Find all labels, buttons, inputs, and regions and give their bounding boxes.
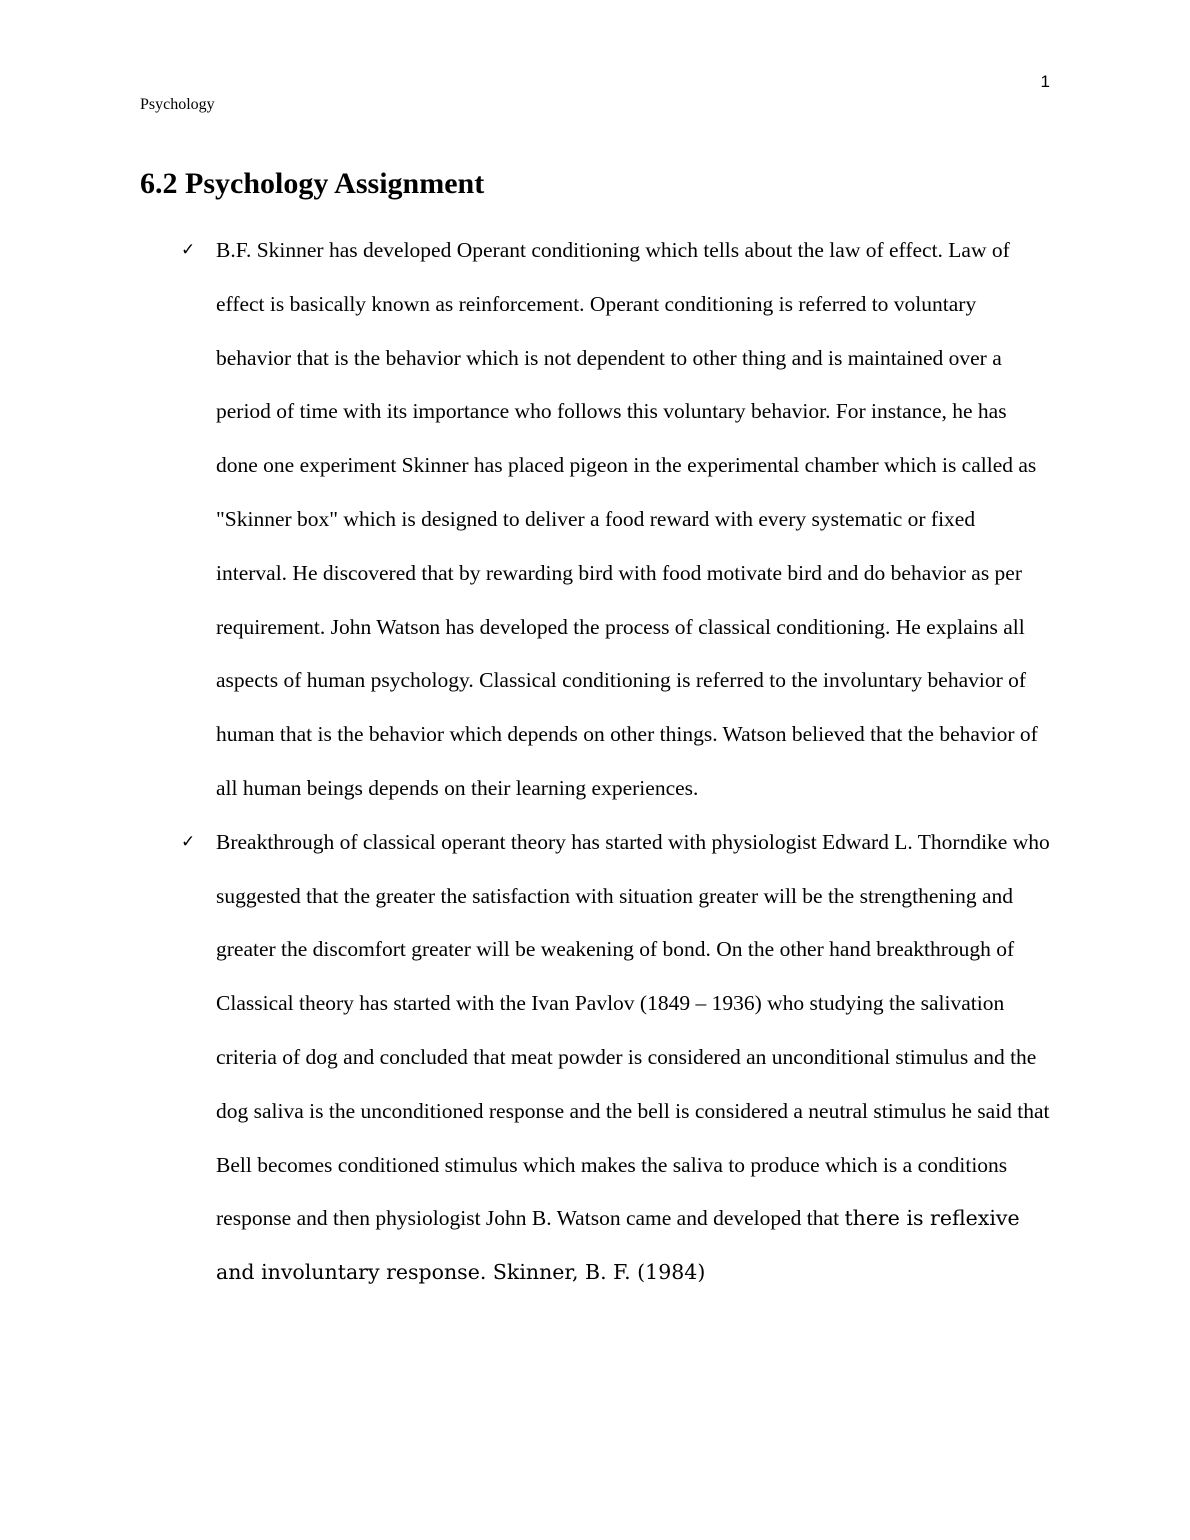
checkmark-icon: ✓ bbox=[181, 240, 196, 260]
list-item bbox=[140, 224, 1050, 816]
paragraph-text-tail: there is reflexive and involuntary response. Skinner, B. F. (1984) bbox=[216, 1206, 1020, 1285]
page-title: 6.2 Psychology Assignment bbox=[140, 167, 485, 200]
page-number: 1 bbox=[1040, 72, 1050, 91]
paragraph-text: Breakthrough of classical operant theory has started with physiologist Edward L. Thorndike who suggested that the greater the satisfaction with situation greater will be the strengthening and greater the discomfort greater will be weakening of bond. On the other hand breakthrough of Classical theory has started with the Ivan Pavlov (1849 – 1936) who studying the salivation criteria of dog and concluded that meat powder is considered an unconditional stimulus and the dog saliva is the unconditioned response and the bell is considered a neutral stimulus he said that Bell becomes conditioned stimulus which makes the saliva to produce which is a conditions response and then physiologist John B. Watson came and developed that bbox=[216, 829, 1050, 1231]
list-item bbox=[140, 816, 1050, 1300]
paragraph-text: B.F. Skinner has developed Operant conditioning which tells about the law of effect. Law of effect is basically known as reinforcement. Operant conditioning is referred to voluntary behavior that is the behavior which is not dependent to other thing and is maintained over a period of time with its importance who follows this voluntary behavior. For instance, he has done one experiment Skinner has placed pigeon in the experimental chamber which is called as "Skinner box" which is designed to deliver a food reward with every systematic or fixed interval. He discovered that by rewarding bird with food motivate bird and do behavior as per requirement. John Watson has developed the process of classical conditioning. He explains all aspects of human psychology. Classical conditioning is referred to the involuntary behavior of human that is the behavior which depends on other things. Watson believed that the behavior of all human beings depends on their learning experiences. bbox=[216, 238, 1038, 800]
running-head: Psychology bbox=[140, 96, 215, 113]
checkmark-icon: ✓ bbox=[181, 831, 196, 852]
bullet-list bbox=[140, 224, 1050, 1300]
